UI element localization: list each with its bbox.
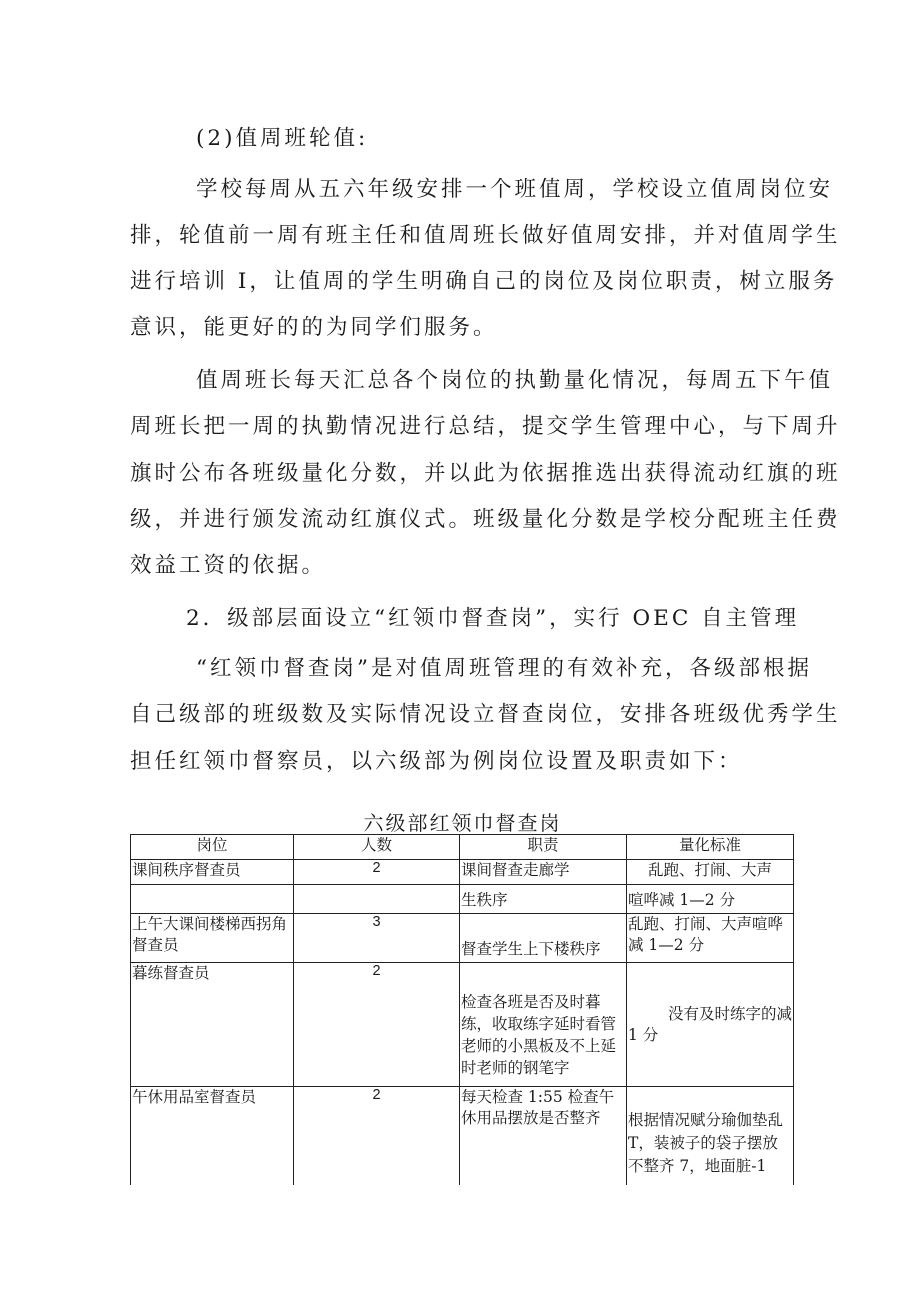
cell-duty: 督查学生上下楼秩序 xyxy=(460,914,627,963)
cell-duty: 检查各班是否及时暮练，收取练字延时看管老师的小黑板及不上延时老师的钢笔字 xyxy=(460,963,627,1087)
paragraph-line: 进行培训 I，让值周的学生明确自己的岗位及岗位职责，树立服务 xyxy=(130,269,838,294)
header-count: 人数 xyxy=(294,835,460,860)
section-heading: 2．级部层面设立“红领巾督查岗”，实行 OEC 自主管理 xyxy=(186,606,800,631)
rotation-heading: (2)值周班轮值: xyxy=(196,126,369,151)
cell-duty: 每天检查 1:55 检查午休用品摆放是否整齐 xyxy=(460,1087,627,1185)
paragraph-line: 值周班长每天汇总各个岗位的执勤量化情况，每周五下午值 xyxy=(196,368,834,393)
cell-standard: 喧哗减 1—2 分 xyxy=(627,885,794,914)
paragraph-line: 级，并进行颁发流动红旗仪式。班级量化分数是学校分配班主任费 xyxy=(130,507,841,532)
cell-standard: 没有及时练字的减 1 分 xyxy=(627,963,794,1087)
cell-count: 2 xyxy=(372,1087,381,1103)
cell-duty: 生秩序 xyxy=(460,885,627,914)
table-caption: 六级部红领巾督查岗 xyxy=(363,811,562,835)
paragraph-line: 学校每周从五六年级安排一个班值周，学校设立值周岗位安 xyxy=(196,177,834,202)
table-row xyxy=(131,914,794,963)
header-post: 岗位 xyxy=(131,835,294,860)
cell-post xyxy=(131,885,294,914)
paragraph-line: 效益工资的依据。 xyxy=(130,553,327,578)
table-row xyxy=(131,885,794,914)
cell-standard: 乱跑、打闹、大声喧哗减 1—2 分 xyxy=(627,914,794,963)
paragraph-line: 排，轮值前一周有班主任和值周班长做好值周安排，并对值周学生 xyxy=(130,223,841,248)
header-duty: 职责 xyxy=(460,835,627,860)
cell-post: 上午大课间楼梯西拐角督查员 xyxy=(131,914,294,963)
paragraph-line: 旗时公布各班级量化分数，并以此为依据推选出获得流动红旗的班 xyxy=(130,461,841,486)
duty-table xyxy=(130,834,794,1185)
paragraph-line: 担任红领巾督察员，以六级部为例岗位设置及职责如下： xyxy=(130,749,743,774)
paragraph-line: 周班长把一周的执勤情况进行总结，提交学生管理中心，与下周升 xyxy=(130,414,841,439)
paragraph-line: “红领巾督查岗”是对值周班管理的有效补充，各级部根据 xyxy=(196,656,812,681)
cell-post: 暮练督查员 xyxy=(131,963,294,1087)
table-row xyxy=(131,963,794,1087)
paragraph-line: 意识，能更好的的为同学们服务。 xyxy=(130,315,498,340)
table-row xyxy=(131,860,794,885)
cell-standard: 乱跑、打闹、大声 xyxy=(627,860,794,885)
cell-standard: 根据情况赋分瑜伽垫乱 T，装被子的袋子摆放不整齐 7，地面脏-1 xyxy=(627,1087,794,1185)
table-header-row xyxy=(131,835,794,860)
cell-count: 3 xyxy=(372,914,381,930)
table-row xyxy=(131,1087,794,1185)
cell-post: 课间秩序督查员 xyxy=(131,860,294,885)
cell-post: 午休用品室督查员 xyxy=(131,1087,294,1185)
cell-count: 2 xyxy=(372,860,381,876)
paragraph-line: 自己级部的班级数及实际情况设立督查岗位，安排各班级优秀学生 xyxy=(130,702,841,727)
header-standard: 量化标准 xyxy=(627,835,794,860)
cell-duty: 课间督查走廊学 xyxy=(460,860,627,885)
cell-count: 2 xyxy=(372,963,381,979)
